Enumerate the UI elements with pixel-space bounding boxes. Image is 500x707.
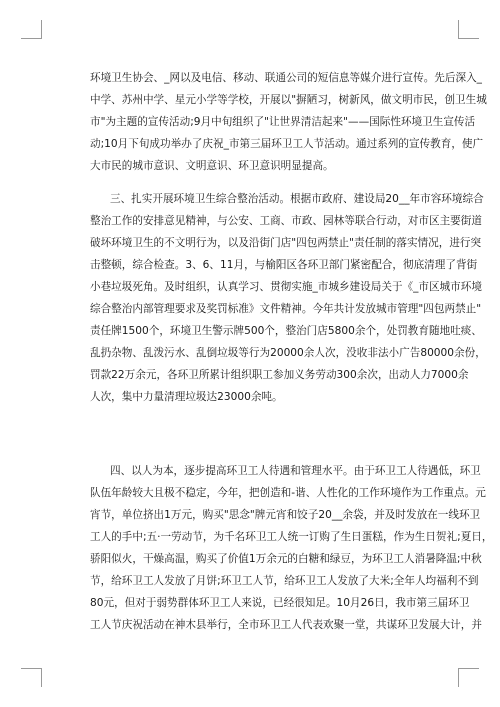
text-line: 市"为主题的宣传活动;9月中旬组织了"让世界清洁起来"——国际性环境卫生宣传活 xyxy=(90,116,476,128)
crop-mark-bottom-right-v xyxy=(458,668,459,687)
paragraph-publicity xyxy=(90,67,487,177)
text-line: 动;10月下旬成功举办了庆祝_市第三届环卫工人节活动。通过系列的宣传教育，使广 xyxy=(90,138,484,150)
paragraph-sanitation-rectification xyxy=(90,188,486,408)
text-line: 整治工作的安排意见精神，与公安、工商、市政、园林等联合行动，对市区主要街道 xyxy=(90,215,482,227)
text-line: 工人节庆祝活动在神木县举行，全市环卫工人代表欢聚一堂，共谋环卫发展大计，并 xyxy=(90,619,482,631)
text-line: 三、扎实开展环境卫生综合整治活动。根据市政府、建设局20__年市容环境综合 xyxy=(110,193,484,205)
crop-mark-bottom-right-h xyxy=(459,668,479,669)
crop-mark-bottom-left-v xyxy=(41,668,42,687)
text-line: 综合整治内部管理要求及奖罚标准》文件精神。今年共计发放城市管理"四包两禁止" xyxy=(90,303,482,315)
text-line: 工人的手中;五·一劳动节，为千名环卫工人统一订购了生日蛋糕，作为生日贺礼;夏日， xyxy=(90,531,493,543)
text-line: 中学、苏州中学、星元小学等学校，开展以"摒陋习，树新风，做文明市民，创卫生城 xyxy=(90,94,487,106)
crop-mark-top-left-h xyxy=(21,38,41,39)
text-line: 宵节，单位挤出1万元，购买"思念"牌元宵和饺子20__余袋，并及时发放在一线环卫 xyxy=(90,509,481,521)
text-line: 环境卫生协会、_网以及电信、移动、联通公司的短信息等媒介进行宣传。先后深入_ xyxy=(90,72,482,84)
crop-mark-top-right-v xyxy=(458,20,459,39)
text-line: 队伍年龄较大且极不稳定，今年，把创造和-谐、人性化的工作环境作为工作重点。元 xyxy=(90,487,486,499)
crop-mark-bottom-left-h xyxy=(21,668,41,669)
text-line: 人次，集中力量清理垃圾达23000余吨。 xyxy=(90,391,283,403)
text-line: 大市民的城市意识、文明意识、环卫意识明显提高。 xyxy=(90,160,334,172)
text-line: 责任牌1500个，环境卫生警示牌500个，整治门店5800余个，处罚教育随地吐痰、 xyxy=(90,325,482,337)
crop-mark-top-right-h xyxy=(459,38,479,39)
text-line: 80元，但对于弱势群体环卫工人来说，已经很知足。10月26日，我市第三届环卫 xyxy=(90,597,470,609)
text-line: 破坏环境卫生的不文明行为，以及沿街门店"四包两禁止"责任制的落实情况，进行突 xyxy=(90,237,482,249)
text-line: 小巷垃圾死角。及时组织，认真学习、贯彻实施_市城乡建设局关于《_市区城市环境 xyxy=(90,281,482,293)
text-line: 节，给环卫工人发放了月饼;环卫工人节，给环卫工人发放了大米;全年人均福利不到 xyxy=(90,575,479,587)
paragraph-worker-welfare xyxy=(90,460,493,636)
text-line: 击整顿，综合检查。3、6、11月，与榆阳区各环卫部门紧密配合，彻底清理了背街 xyxy=(90,259,478,271)
text-line: 骄阳似火，干燥高温，购买了价值1万余元的白糖和绿豆，为环卫工人消暑降温;中秋 xyxy=(90,553,482,565)
text-line: 四、以人为本，逐步提高环卫工人待遇和管理水平。由于环卫工人待遇低，环卫 xyxy=(110,465,481,477)
text-line: 罚款22万余元，各环卫所累计组织职工参加义务劳动300余次，出动人力7000余 xyxy=(90,369,469,381)
crop-mark-top-left-v xyxy=(41,20,42,39)
text-line: 乱扔杂物、乱泼污水、乱倒垃圾等行为20000余人次，没收非法小广告80000余份， xyxy=(90,347,486,359)
